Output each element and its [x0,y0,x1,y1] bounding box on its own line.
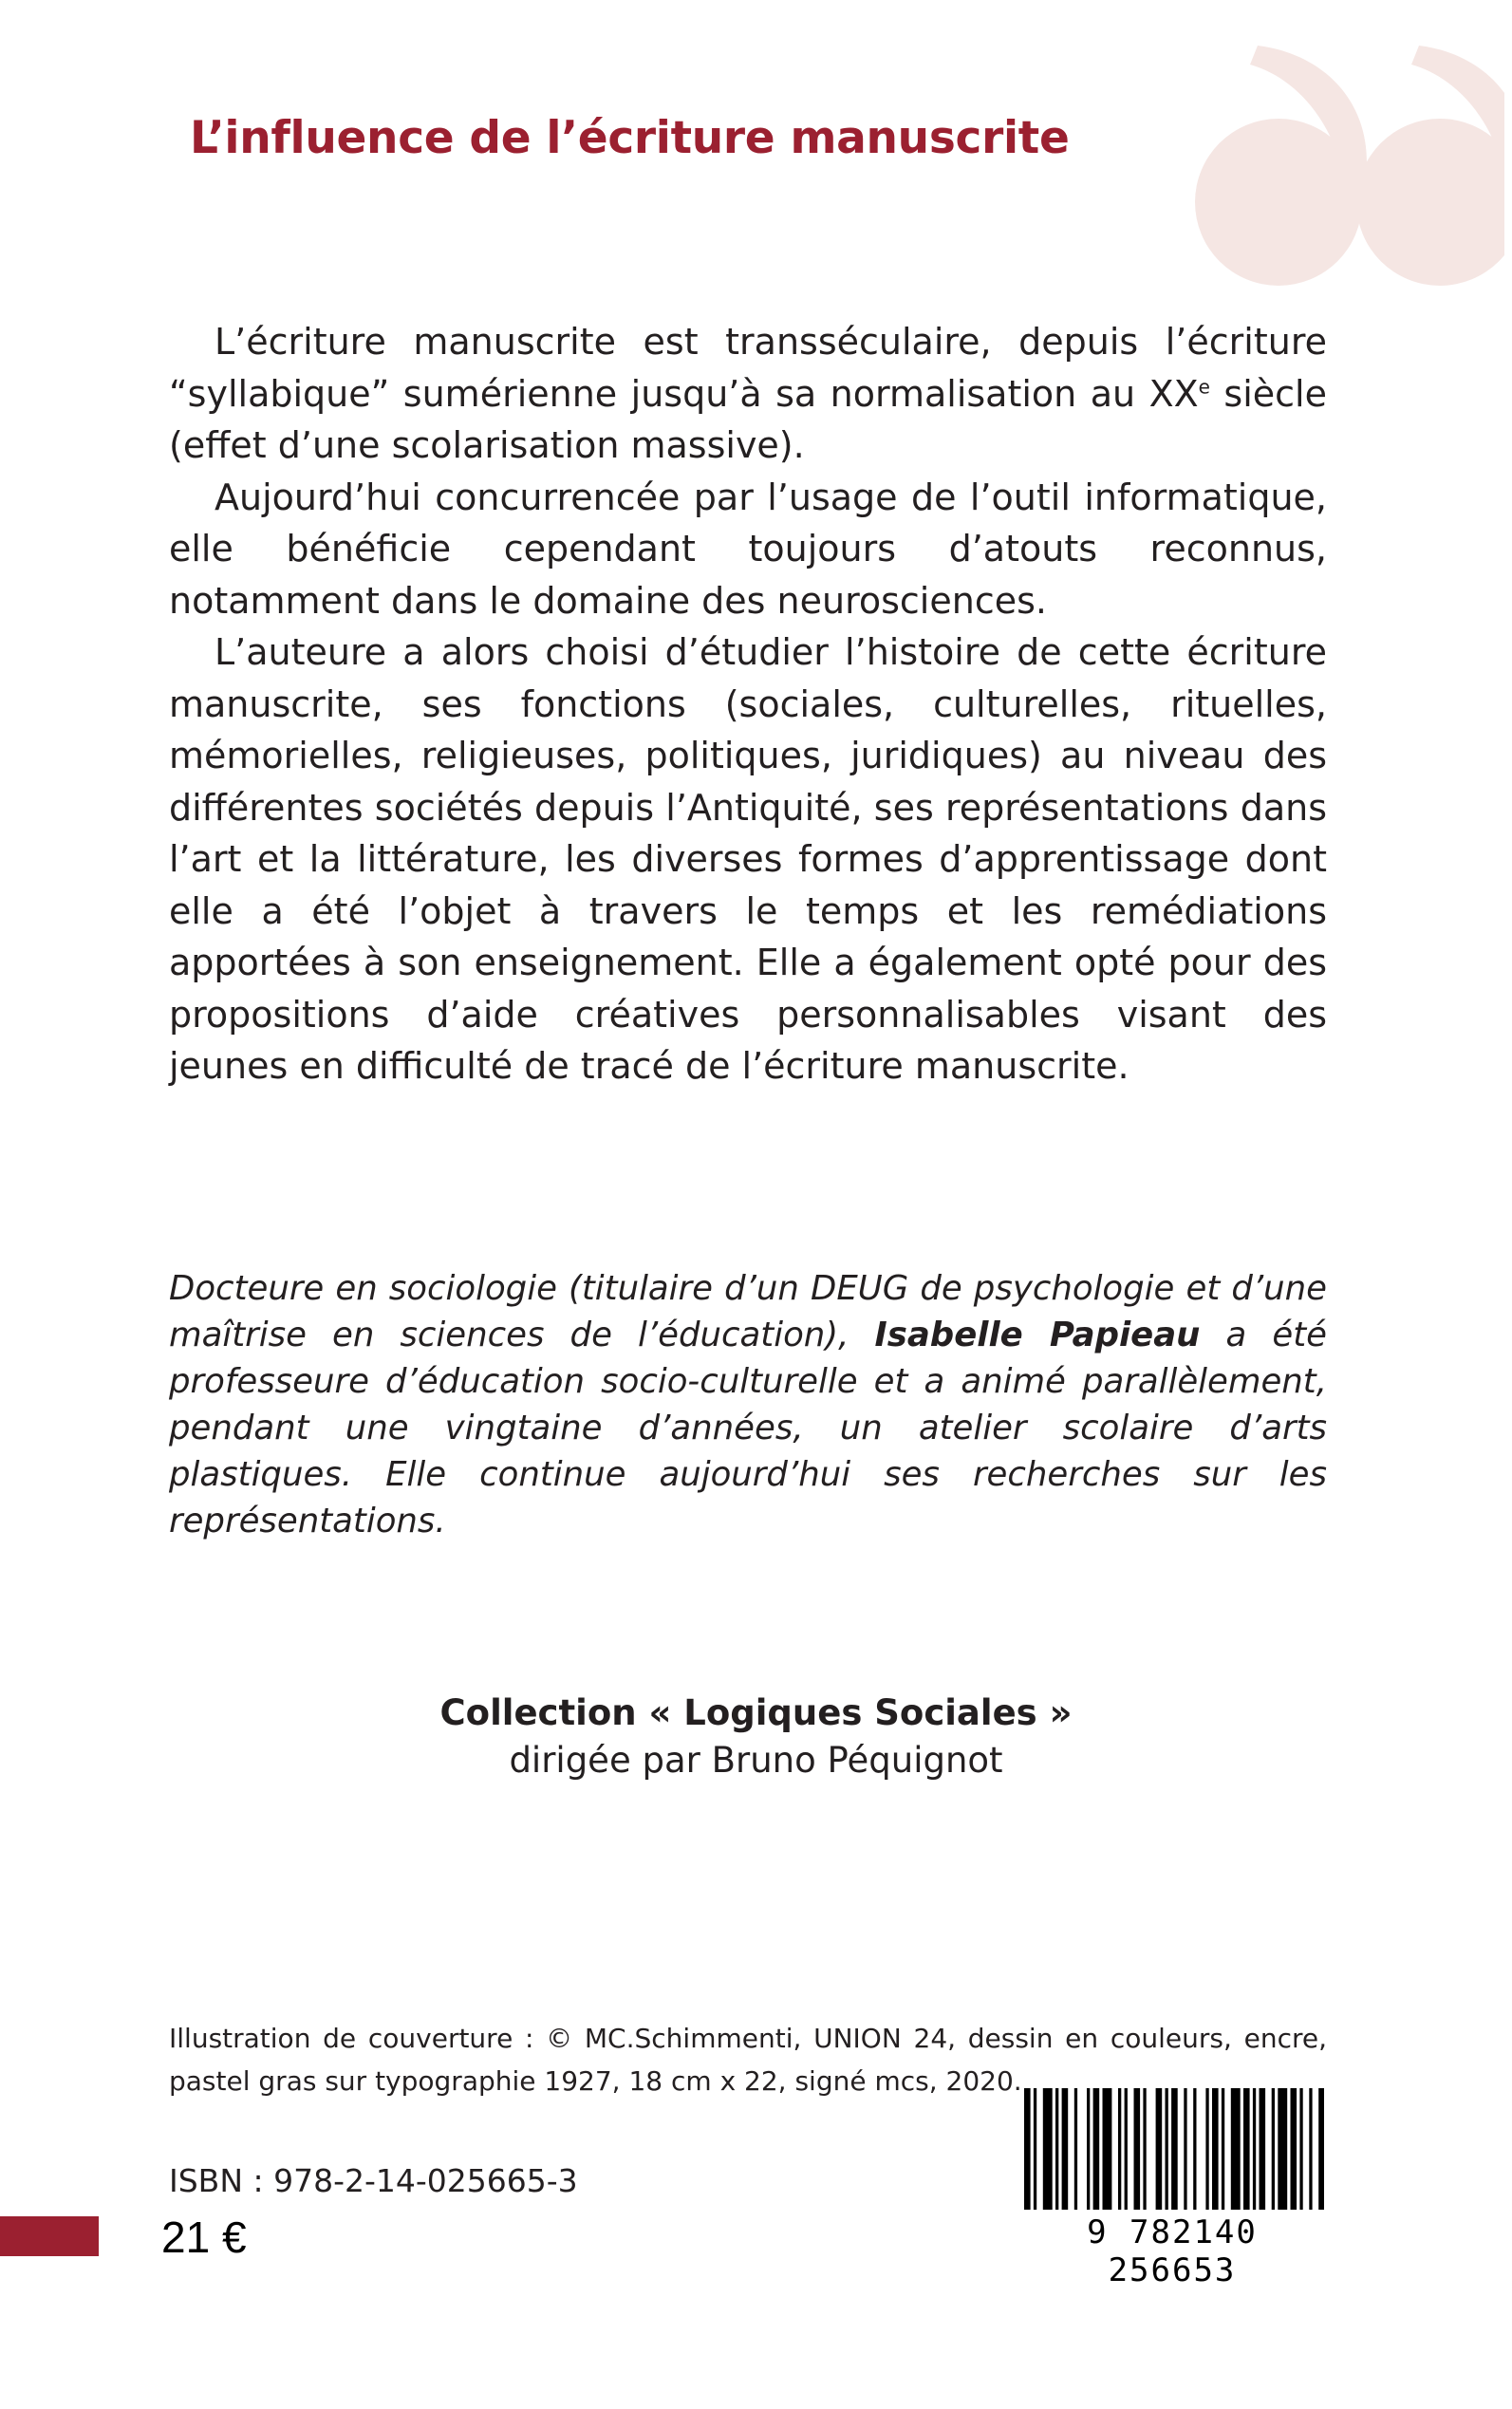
collection-info [0,1690,1512,1784]
book-title: L’influence de l’écriture manuscrite [190,112,1070,164]
decorative-quote-marks-icon [1191,27,1504,311]
blurb-paragraph-3: L’auteure a alors choisi d’étudier l’histoire de cette écriture manuscrite, ses fonctions (sociales, culturelles, rituelles, mémorielles, religieuses, politiques, juridiques) au niveau des différentes sociétés depuis l’Antiquité, ses représentations dans l’art et la littérature, les diverses formes d’apprentissage dont elle a été l’objet à travers le temps et les remédiations apportées à son enseignement. Elle a également opté pour des propositions d’aide créatives personnalisables visant des jeunes en difficulté de tracé de l’écriture manuscrite. [169,631,1327,1087]
blurb-paragraph-1-text: L’écriture manuscrite est transséculaire, depuis l’écriture “syllabique” sumérienne jusqu’à sa normalisation au XX [169,321,1327,415]
book-blurb [169,316,1327,1092]
author-biography [169,1265,1327,1544]
isbn: ISBN : 978-2-14-025665-3 [169,2162,578,2199]
blurb-paragraph-1-text-end: siècle (effet d’une scolarisation massive). [169,372,1327,466]
collection-name: Collection « Logiques Sociales » [439,1692,1073,1733]
author-bio-rest: a été professeure d’éducation socio-culturelle et a animé parallèlement, pendant une vingtaine d’années, un atelier scolaire d’arts plastiques. Elle continue aujourd’hui ses recherches sur les représentations. [169,1316,1327,1541]
accent-bar [0,2216,99,2256]
century-superscript: e [1198,374,1210,398]
collection-director: dirigée par Bruno Péquignot [509,1740,1003,1781]
blurb-paragraph-2: Aujourd’hui concurrencée par l’usage de l’outil informatique, elle bénéficie cependant toujours d’atouts reconnus, notamment dans le domaine des neurosciences. [169,476,1327,622]
author-name: Isabelle Papieau [874,1316,1201,1354]
blurb-paragraph-1 [169,316,1327,472]
author-bio-intro: Docteure en sociologie (titulaire d’un DEUG de psychologie et d’une maîtrise en sciences de l’éducation), [169,1269,1327,1354]
price: 21 € [161,2213,247,2262]
barcode-number: 9 782140 256653 [1020,2213,1324,2289]
illustration-credit: Illustration de couverture : © MC.Schimmenti, UNION 24, dessin en couleurs, encre, pastel gras sur typographie 1927, 18 cm x 22, signé mcs, 2020. [169,2023,1327,2097]
